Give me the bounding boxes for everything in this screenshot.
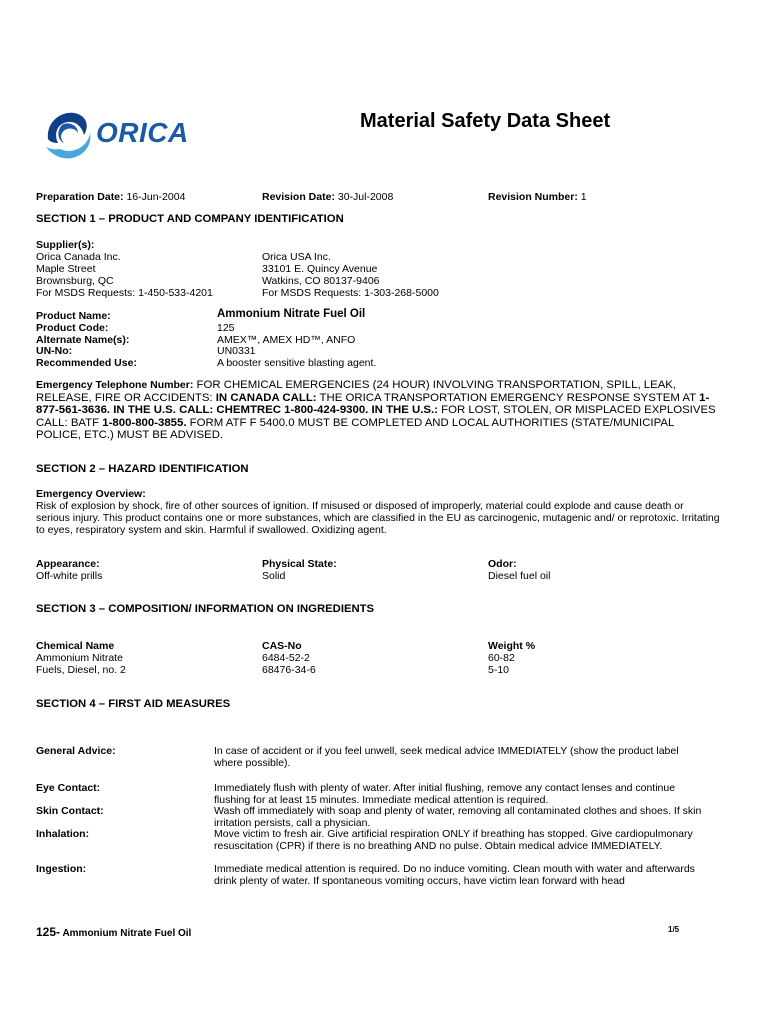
table-cell: 5-10 [488, 664, 510, 676]
eye-contact-label: Eye Contact: [36, 782, 101, 794]
section-2-heading: SECTION 2 – HAZARD IDENTIFICATION [36, 463, 249, 475]
un-no-row [36, 345, 736, 357]
physical-state [262, 558, 337, 582]
footer-name: Ammonium Nitrate Fuel Oil [60, 928, 192, 939]
product-code-label: Product Code: [36, 322, 109, 334]
recommended-use-value: A booster sensitive blasting agent. [217, 356, 377, 369]
emergency-text: FOR CHEMICAL EMERGENCIES (24 HOUR) INVOLVING TRANSPORTATION, SPILL, LEAK, RELEASE, FIRE OR ACCIDENTS: [36, 379, 677, 404]
supplier-line: 33101 E. Quincy Avenue [262, 263, 378, 275]
ingestion-text: Immediate medical attention is required. Do no induce vomiting. Clean mouth with water and afterwards drink plenty of water. If spontaneous vomiting occurs, have victim lean forward with head [214, 863, 695, 887]
odor [488, 558, 550, 582]
recommended-use-row [36, 357, 736, 369]
appearance-label: Appearance: [36, 558, 100, 570]
revision-date [262, 191, 393, 203]
ingestion-label: Ingestion: [36, 863, 87, 875]
preparation-date-label: Preparation Date: [36, 191, 124, 203]
appearance-value: Off-white prills [36, 570, 103, 582]
alternate-names-value: AMEX™, AMEX HD™, ANFO [217, 333, 356, 346]
supplier-line: For MSDS Requests: 1-303-268-5000 [262, 287, 439, 299]
emergency-numbers: 1-877-561-3636. IN THE U.S. CALL: CHEMTREC 1-800-424-9300. IN THE U.S.: [36, 391, 710, 417]
emergency-overview-text: Risk of explosion by shock, fire of other sources of ignition. If misused or disposed of improperly, material could explode and cause death or serious injury. This product contains one or more substances, which are classified in the EU as carcinogenic, mutagenic and/ or reprotoxic. Irritating to eyes, respiratory system and skin. Harmful if swallowed. Oxidizing agent. [36, 500, 720, 536]
table-cell: 60-82 [488, 652, 515, 664]
product-code-value: 125 [217, 322, 235, 334]
alternate-names-row [36, 334, 736, 346]
column-header: Chemical Name [36, 640, 115, 652]
appearance [36, 558, 102, 582]
supplier-line: Orica Canada Inc. [36, 251, 121, 263]
emergency-label: Emergency Telephone Number: [36, 379, 194, 391]
revision-number-value: 1 [580, 191, 587, 203]
product-name-value: Ammonium Nitrate Fuel Oil [217, 308, 366, 320]
supplier-canada [36, 251, 213, 299]
table-cell: Fuels, Diesel, no. 2 [36, 664, 126, 676]
physical-state-label: Physical State: [262, 558, 337, 570]
un-no-value: UN0331 [217, 345, 256, 357]
un-no-label: UN-No: [36, 345, 73, 357]
preparation-date-value: 16-Jun-2004 [126, 191, 186, 203]
emergency-text: FOR LOST, STOLEN, OR MISPLACED EXPLOSIVES CALL: BATF [36, 404, 716, 429]
footer-code: 125- [36, 925, 61, 939]
supplier-usa [262, 251, 439, 299]
emergency-text: THE ORICA TRANSPORTATION EMERGENCY RESPONSE SYSTEM AT [316, 391, 700, 404]
product-fields [36, 308, 736, 368]
physical-state-value: Solid [262, 570, 286, 582]
orica-swoosh-icon [38, 103, 100, 165]
product-code-row [36, 322, 736, 334]
revision-number-label: Revision Number: [488, 191, 578, 203]
emergency-text: FORM ATF F 5400.0 MUST BE COMPLETED AND LOCAL AUTHORITIES (STATE/MUNICIPAL POLICE, ETC.) MUST BE ADVISED. [36, 416, 674, 442]
ingredients-col-weight [488, 640, 535, 676]
skin-contact-text: Wash off immediately with soap and plenty of water, removing all contaminated clothes and shoes. If skin irritation persists, call a physician. [214, 805, 702, 829]
product-name-label: Product Name: [36, 310, 111, 322]
supplier-line: Brownsburg, QC [36, 275, 114, 287]
table-cell: 68476-34-6 [262, 664, 316, 676]
section-4-heading: SECTION 4 – FIRST AID MEASURES [36, 698, 231, 710]
table-cell: Ammonium Nitrate [36, 652, 123, 664]
section-3-heading: SECTION 3 – COMPOSITION/ INFORMATION ON INGREDIENTS [36, 603, 375, 615]
emergency-batf: 1-800-800-3855. [102, 416, 187, 429]
emergency-telephone [36, 379, 716, 442]
orica-logo-text: ORICA [96, 117, 189, 148]
odor-label: Odor: [488, 558, 517, 570]
general-advice-text: In case of accident or if you feel unwell, seek medical advice IMMEDIATELY (show the product label where possible). [214, 745, 679, 769]
document-title: Material Safety Data Sheet [360, 110, 611, 132]
alternate-names-label: Alternate Name(s): [36, 333, 130, 346]
orica-logo [38, 103, 218, 165]
suppliers-label: Supplier(s): [36, 239, 95, 251]
emergency-canada: IN CANADA CALL: [215, 391, 317, 404]
supplier-line: Orica USA Inc. [262, 251, 331, 263]
preparation-date [36, 191, 185, 203]
recommended-use-label: Recommended Use: [36, 356, 137, 369]
revision-date-value: 30-Jul-2008 [337, 191, 394, 203]
section-1-heading: SECTION 1 – PRODUCT AND COMPANY IDENTIFICATION [36, 213, 344, 225]
general-advice-label: General Advice: [36, 745, 116, 757]
skin-contact-label: Skin Contact: [36, 805, 104, 817]
supplier-line: For MSDS Requests: 1-450-533-4201 [36, 287, 213, 299]
product-name-row [36, 308, 736, 322]
emergency-overview-label: Emergency Overview: [36, 488, 146, 500]
odor-value: Diesel fuel oil [488, 570, 551, 582]
revision-date-label: Revision Date: [262, 191, 335, 203]
inhalation-text: Move victim to fresh air. Give artificial respiration ONLY if breathing has stopped. Give cardiopulmonary resuscitation (CPR) if there is no breathing AND no pulse. Obtain medical advice IMMEDIATELY. [214, 828, 693, 852]
supplier-line: Watkins, CO 80137-9406 [262, 275, 380, 287]
footer-product [36, 925, 191, 939]
ingredients-col-chemical [36, 640, 126, 676]
eye-contact-text: Immediately flush with plenty of water. After initial flushing, remove any contact lenses and continue flushing for at least 15 minutes. Immediate medical attention is required. [214, 782, 676, 806]
inhalation-label: Inhalation: [36, 828, 90, 840]
column-header: CAS-No [262, 640, 302, 652]
ingredients-col-cas [262, 640, 316, 676]
supplier-line: Maple Street [36, 263, 96, 275]
revision-number [488, 191, 587, 203]
page-number: 1/5 [668, 925, 680, 934]
table-cell: 6484-52-2 [262, 652, 310, 664]
column-header: Weight % [488, 640, 536, 652]
